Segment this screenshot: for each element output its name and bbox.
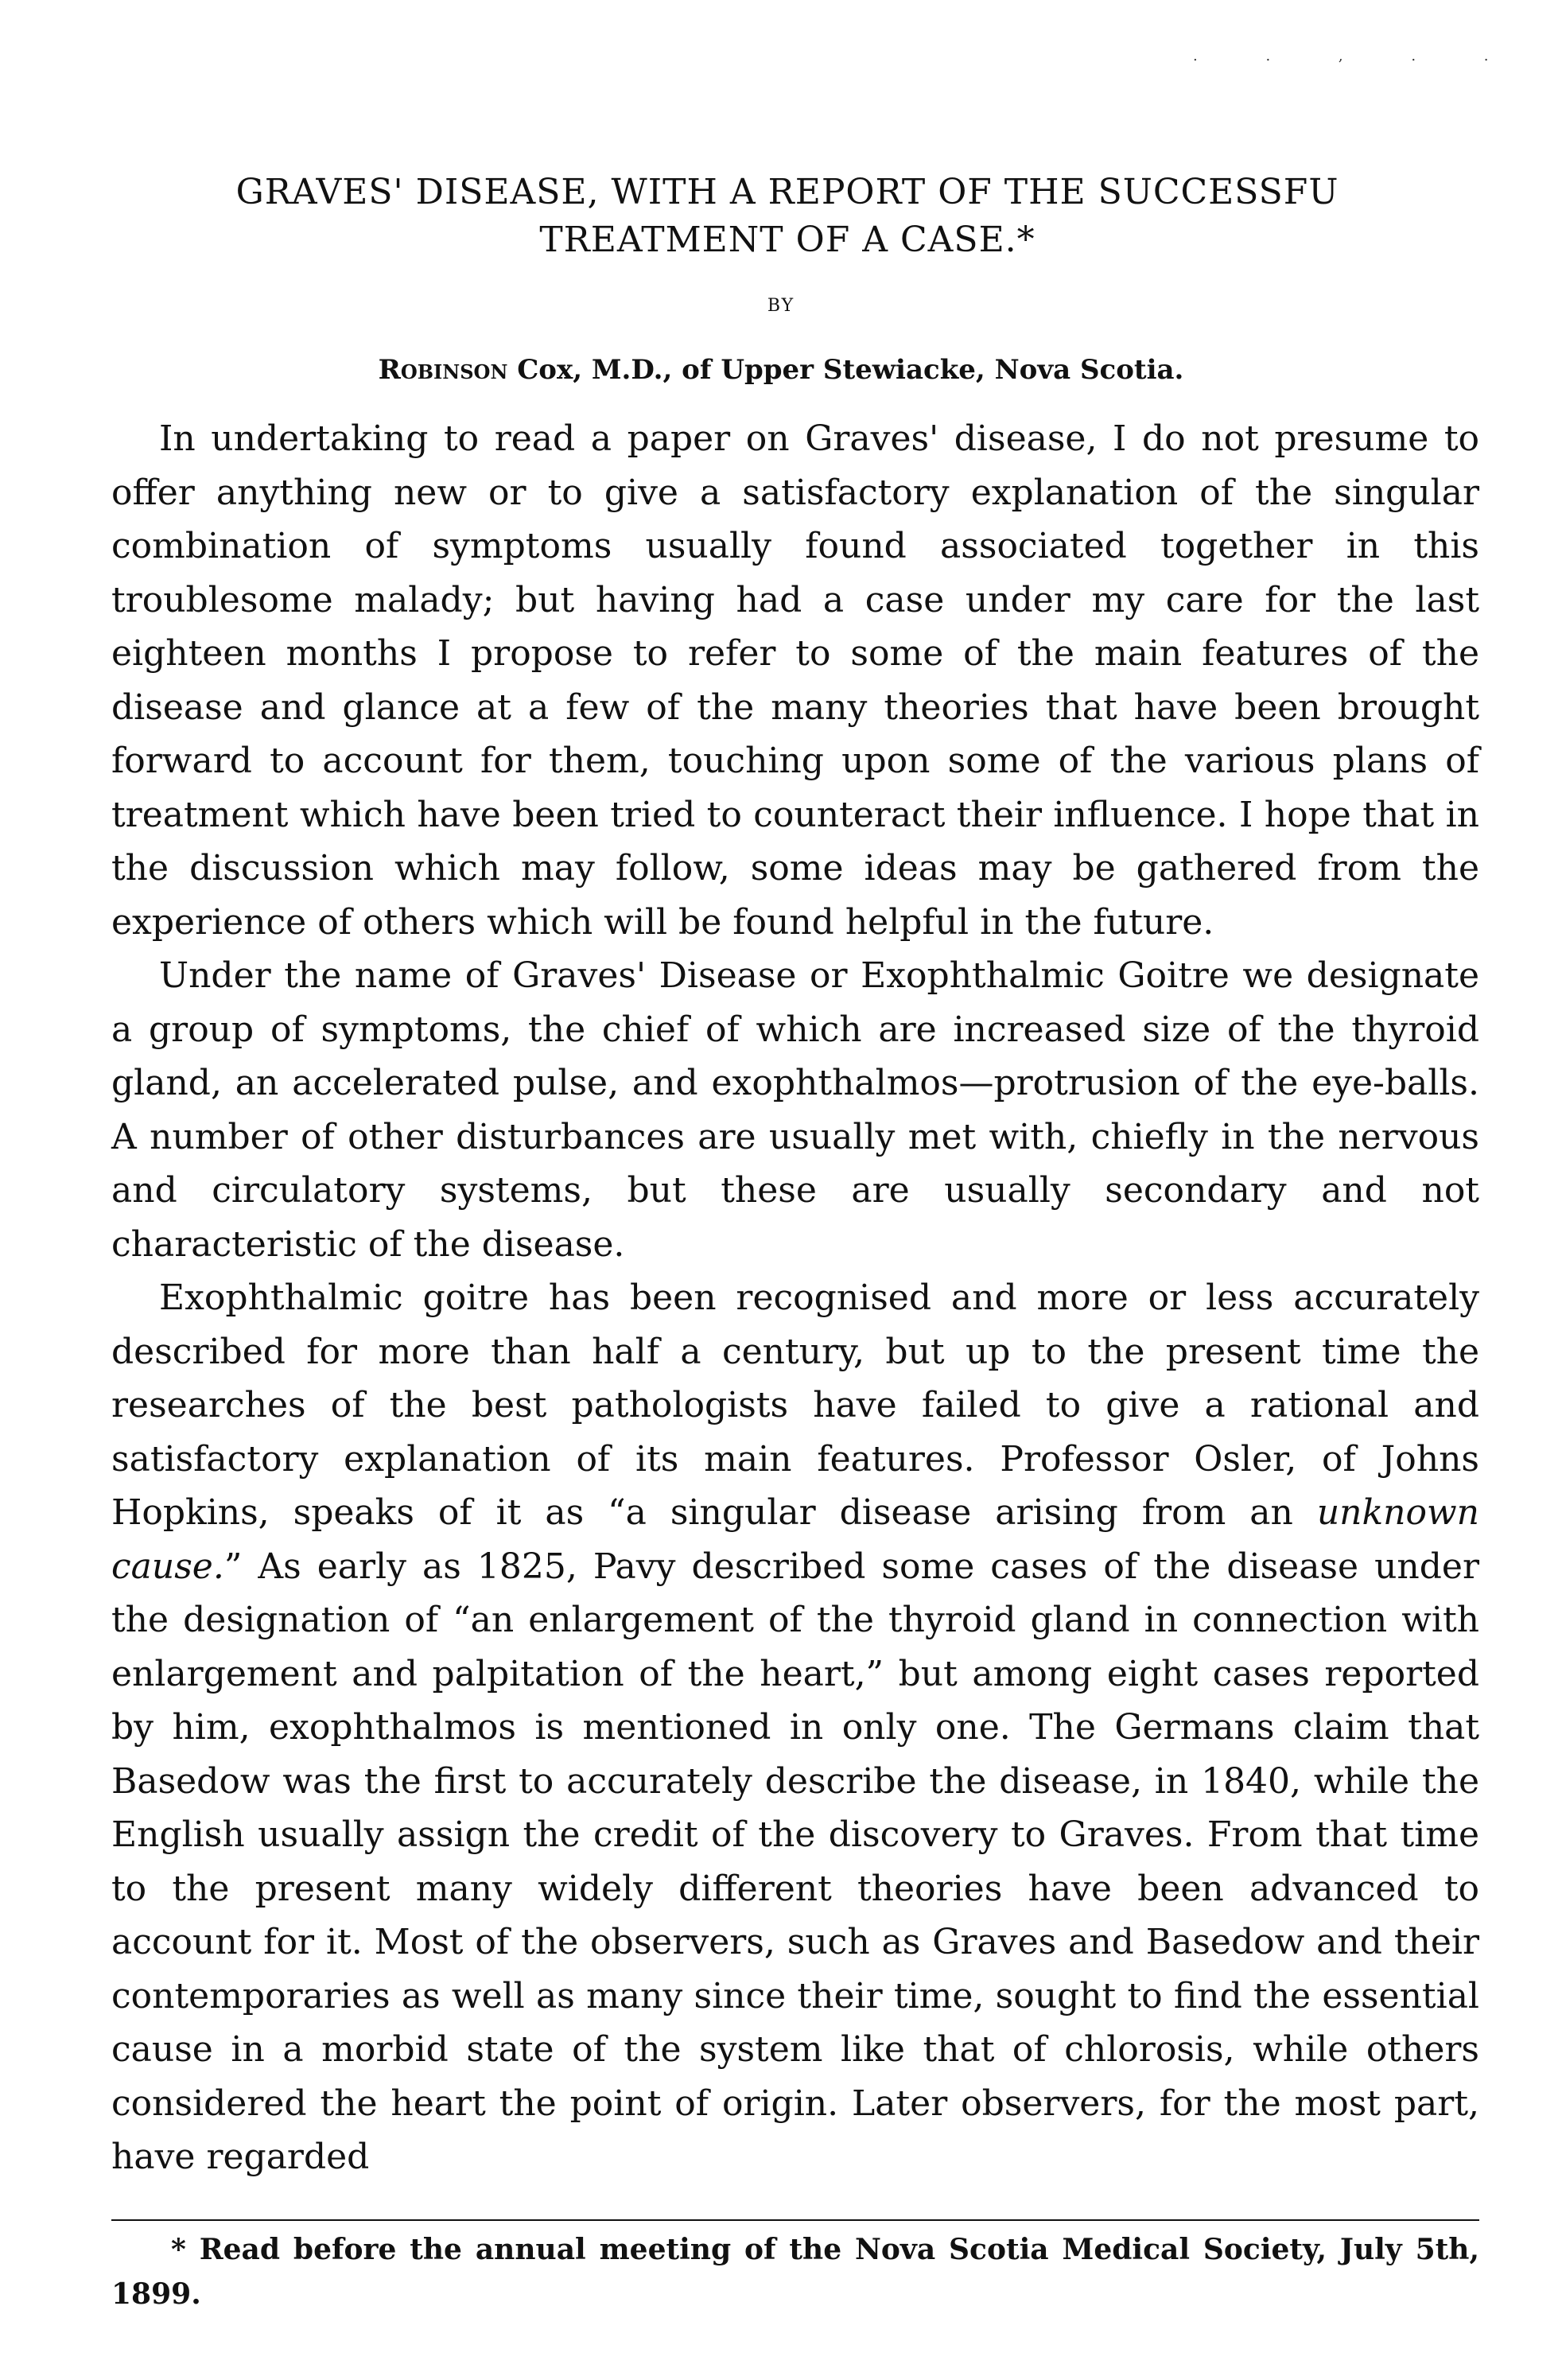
article-body xyxy=(111,412,1479,2184)
paragraph-3-text-b: ” As early as 1825, Pavy described some cases of the disease under the designation of “an enlargement of the thyroid gland in connection with enlargement and palpitation of the heart,” but among eight cases reported by him, exophthalmos is mentioned in only one. The Germans claim that Basedow was the first to accurately describe the disease, in 1840, while the English usually assign the credit of the discovery to Graves. From that time to the present many widely different theories have been advanced to account for it. Most of the observers, such as Graves and Basedow and their contemporaries as well as many since their time, sought to find the essential cause in a morbid state of the system like that of chlorosis, while others considered the heart the point of origin. Later observers, for the most part, have regarded xyxy=(111,1546,1479,2177)
paragraph-3 xyxy=(111,1271,1479,2184)
article-title: GRAVES' DISEASE, WITH A REPORT OF THE SUCCESSFU TREATMENT OF A CASE.* xyxy=(235,172,1339,260)
author-first-name: Robinson xyxy=(378,354,508,386)
paragraph-3-text-a: Exophthalmic goitre has been recognised and more or less accurately described for more than half a century, but up to the present time the researches of the best pathologists have failed to give a rational and satisfactory explanation of its main features. Professor Osler, of Johns Hopkins, speaks of it as “a singular disease arising from an xyxy=(111,1278,1479,1533)
paragraph-3-emphasis: unknown cause. xyxy=(111,1492,1479,1587)
footnote: * Read before the annual meeting of the Nova Scotia Medical Society, July 5th, 1899. xyxy=(111,2233,1479,2311)
paragraph-1: In undertaking to read a paper on Graves' disease, I do not presume to offer anything new or to give a satisfactory explanation of the singular combination of symptoms usually found associated together in this troublesome malady; but having had a case under my care for the last eighteen months I propose to refer to some of the main features of the disease and glance at a few of the many theories that have been brought forward to account for them, touching upon some of the various plans of treatment which have been tried to counteract their influence. I hope that in the discussion which may follow, some ideas may be gathered from the experience of others which will be found helpful in the future. xyxy=(111,418,1479,943)
paragraph-2: Under the name of Graves' Disease or Exophthalmic Goitre we designate a group of symptoms, the chief of which are increased size of the thyroid gland, an accelerated pulse, and exophthalmos—protrusion of the eye-balls. A number of other disturbances are usually met with, chiefly in the nervous and circulatory systems, but these are usually secondary and not characteristic of the disease. xyxy=(111,955,1479,1265)
scan-specks: . . , . . xyxy=(1193,48,1521,64)
footnote-divider xyxy=(111,2219,1479,2221)
byline: BY xyxy=(767,296,795,316)
author-line xyxy=(0,354,1562,386)
author-credentials: Cox, M.D., of Upper Stewiacke, Nova Scotia. xyxy=(507,354,1184,386)
